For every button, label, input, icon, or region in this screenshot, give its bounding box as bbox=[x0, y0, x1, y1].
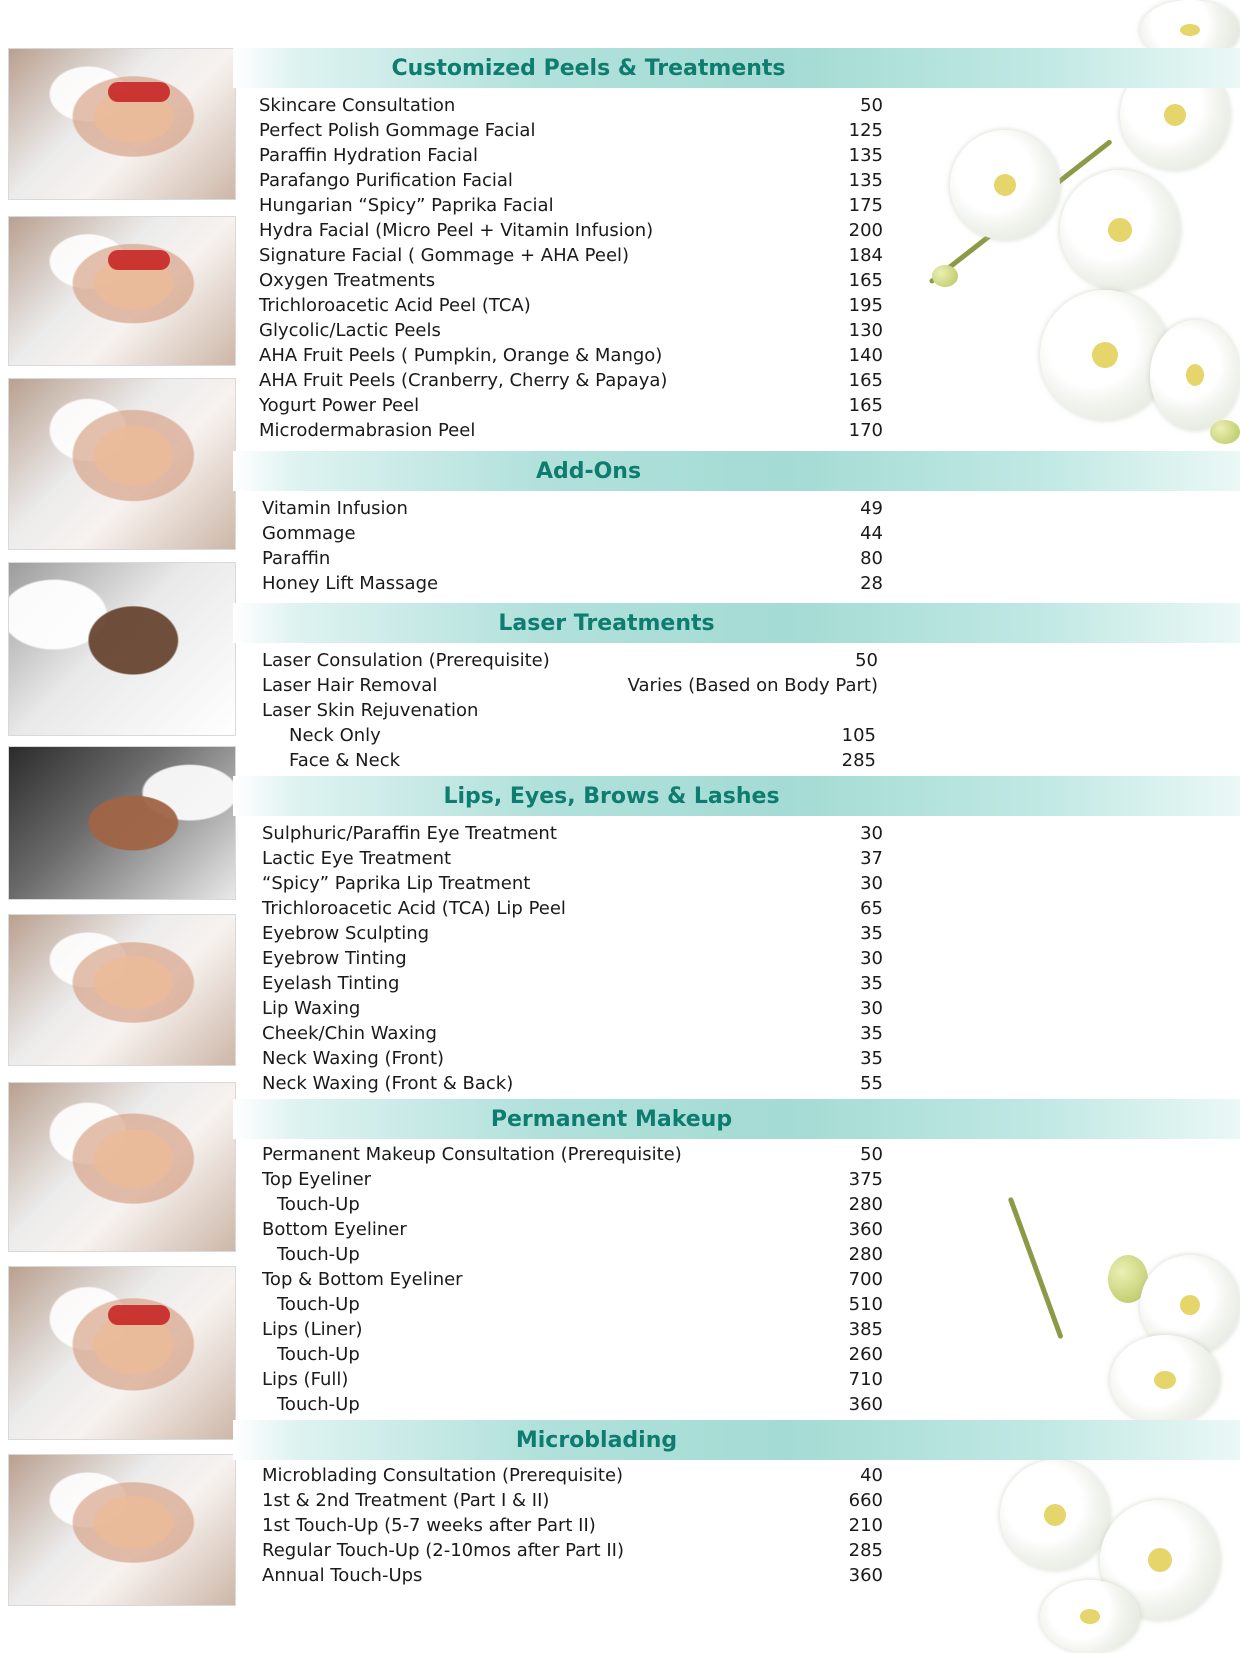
item-name: Glycolic/Lactic Peels bbox=[259, 320, 441, 341]
list-item bbox=[233, 1192, 883, 1217]
facial-treatment-photo bbox=[8, 914, 236, 1066]
item-price: 210 bbox=[848, 1515, 883, 1536]
section-title: Laser Treatments bbox=[498, 610, 715, 636]
item-name: Parafango Purification Facial bbox=[259, 170, 513, 191]
item-name: Touch-Up bbox=[277, 1244, 360, 1265]
list-item bbox=[233, 846, 883, 871]
item-price: 130 bbox=[848, 320, 883, 341]
item-price: 710 bbox=[848, 1369, 883, 1390]
list-item bbox=[233, 673, 878, 698]
item-price: 30 bbox=[860, 873, 883, 894]
item-price: 37 bbox=[860, 848, 883, 869]
item-price: 360 bbox=[848, 1394, 883, 1415]
item-name: Top Eyeliner bbox=[262, 1169, 372, 1190]
list-item bbox=[233, 896, 883, 921]
item-price: 184 bbox=[848, 245, 883, 266]
item-name: Microdermabrasion Peel bbox=[259, 420, 476, 441]
item-price: 375 bbox=[848, 1169, 883, 1190]
section-title: Permanent Makeup bbox=[490, 1106, 733, 1132]
item-name: Eyelash Tinting bbox=[262, 973, 400, 994]
item-name: Laser Consulation (Prerequisite) bbox=[262, 650, 550, 671]
list-item bbox=[233, 996, 883, 1021]
section-title: Microblading bbox=[515, 1427, 678, 1453]
item-name: Skincare Consultation bbox=[259, 95, 456, 116]
item-price: 35 bbox=[860, 1048, 883, 1069]
item-name: Eyebrow Sculpting bbox=[262, 923, 430, 944]
item-price: 65 bbox=[860, 898, 883, 919]
item-price: 44 bbox=[860, 523, 883, 544]
list-item bbox=[233, 418, 883, 443]
item-name: Lips (Liner) bbox=[262, 1319, 363, 1340]
item-name: Touch-Up bbox=[277, 1344, 360, 1365]
item-price: 40 bbox=[860, 1465, 883, 1486]
item-price: 280 bbox=[848, 1244, 883, 1265]
item-name: Hydra Facial (Micro Peel + Vitamin Infusion) bbox=[259, 220, 654, 241]
item-name: Face & Neck bbox=[289, 750, 401, 771]
list-item bbox=[233, 1513, 883, 1538]
list-item bbox=[233, 1267, 883, 1292]
item-name: Vitamin Infusion bbox=[262, 498, 408, 519]
item-name: AHA Fruit Peels ( Pumpkin, Orange & Mango) bbox=[259, 345, 663, 366]
list-item bbox=[233, 496, 883, 521]
facial-treatment-photo bbox=[8, 1454, 236, 1606]
item-name: Paraffin Hydration Facial bbox=[259, 145, 478, 166]
list-item bbox=[233, 393, 883, 418]
item-price: 195 bbox=[848, 295, 883, 316]
list-item bbox=[233, 723, 876, 748]
item-price: 170 bbox=[848, 420, 883, 441]
item-price: 50 bbox=[855, 650, 878, 671]
item-name: Neck Waxing (Front) bbox=[262, 1048, 445, 1069]
item-name: Honey Lift Massage bbox=[262, 573, 439, 594]
item-price: 165 bbox=[848, 370, 883, 391]
section-title: Add-Ons bbox=[535, 458, 642, 484]
list-item bbox=[233, 648, 878, 673]
list-item bbox=[233, 168, 883, 193]
section-header-microblading bbox=[233, 1420, 1240, 1460]
item-price: 30 bbox=[860, 948, 883, 969]
item-price: 80 bbox=[860, 548, 883, 569]
item-price: 28 bbox=[860, 573, 883, 594]
item-price: 55 bbox=[860, 1073, 883, 1094]
item-name: AHA Fruit Peels (Cranberry, Cherry & Papaya) bbox=[259, 370, 668, 391]
list-item bbox=[233, 1142, 883, 1167]
item-name: Touch-Up bbox=[277, 1294, 360, 1315]
item-price: 165 bbox=[848, 270, 883, 291]
item-price: 385 bbox=[848, 1319, 883, 1340]
section-title: Lips, Eyes, Brows & Lashes bbox=[443, 783, 780, 809]
facial-treatment-photo bbox=[8, 216, 236, 366]
list-item bbox=[233, 821, 883, 846]
item-price: 49 bbox=[860, 498, 883, 519]
item-price: 260 bbox=[848, 1344, 883, 1365]
item-name: Regular Touch-Up (2-10mos after Part II) bbox=[262, 1540, 624, 1561]
item-price: 135 bbox=[848, 145, 883, 166]
item-name: Touch-Up bbox=[277, 1394, 360, 1415]
item-price: 660 bbox=[848, 1490, 883, 1511]
item-price: 360 bbox=[848, 1565, 883, 1586]
list-item bbox=[233, 1217, 883, 1242]
item-price: 30 bbox=[860, 823, 883, 844]
item-price: 200 bbox=[848, 220, 883, 241]
section-header-permanent-makeup bbox=[233, 1099, 1240, 1139]
item-price: 700 bbox=[848, 1269, 883, 1290]
item-name: Neck Only bbox=[289, 725, 381, 746]
item-name: Top & Bottom Eyeliner bbox=[262, 1269, 463, 1290]
facial-treatment-photo bbox=[8, 378, 236, 550]
item-name: Hungarian “Spicy” Paprika Facial bbox=[259, 195, 554, 216]
item-name: Permanent Makeup Consultation (Prerequisite) bbox=[262, 1144, 682, 1165]
item-name: 1st Touch-Up (5-7 weeks after Part II) bbox=[262, 1515, 596, 1536]
section-header-laser-treatments bbox=[233, 603, 1240, 643]
item-name: 1st & 2nd Treatment (Part I & II) bbox=[262, 1490, 550, 1511]
list-item bbox=[233, 1167, 883, 1192]
list-item bbox=[233, 118, 883, 143]
facial-treatment-photo bbox=[8, 746, 236, 900]
list-item bbox=[233, 318, 883, 343]
item-name: Cheek/Chin Waxing bbox=[262, 1023, 437, 1044]
list-item bbox=[233, 1242, 883, 1267]
facial-treatment-photo bbox=[8, 1082, 236, 1252]
list-item bbox=[233, 218, 883, 243]
orchid-decoration-bottom-lower bbox=[980, 1460, 1240, 1653]
section-title: Customized Peels & Treatments bbox=[391, 55, 786, 81]
orchid-decoration-bottom-upper bbox=[940, 1185, 1240, 1425]
list-item bbox=[233, 93, 883, 118]
list-item bbox=[233, 971, 883, 996]
item-price: 140 bbox=[848, 345, 883, 366]
list-item bbox=[233, 1538, 883, 1563]
item-price: 360 bbox=[848, 1219, 883, 1240]
list-item bbox=[233, 1392, 883, 1417]
item-price: 50 bbox=[860, 95, 883, 116]
list-item bbox=[233, 546, 883, 571]
list-item bbox=[233, 698, 873, 723]
list-item bbox=[233, 368, 883, 393]
item-price: 280 bbox=[848, 1194, 883, 1215]
item-name: Sulphuric/Paraffin Eye Treatment bbox=[262, 823, 557, 844]
item-name: Gommage bbox=[262, 523, 356, 544]
list-item bbox=[233, 871, 883, 896]
list-item bbox=[233, 143, 883, 168]
list-item bbox=[233, 343, 883, 368]
item-name: Yogurt Power Peel bbox=[259, 395, 420, 416]
item-name: Eyebrow Tinting bbox=[262, 948, 407, 969]
facial-treatment-photo bbox=[8, 48, 236, 200]
item-name: Bottom Eyeliner bbox=[262, 1219, 407, 1240]
item-price: 35 bbox=[860, 973, 883, 994]
list-item bbox=[233, 521, 883, 546]
list-item bbox=[233, 748, 876, 773]
item-name: Paraffin bbox=[262, 548, 331, 569]
item-price: 125 bbox=[848, 120, 883, 141]
list-item bbox=[233, 243, 883, 268]
list-item bbox=[233, 1463, 883, 1488]
item-name: Laser Skin Rejuvenation bbox=[262, 700, 479, 721]
item-price: Varies (Based on Body Part) bbox=[627, 675, 878, 696]
section-header-add-ons bbox=[233, 451, 1240, 491]
list-item bbox=[233, 293, 883, 318]
item-name: Laser Hair Removal bbox=[262, 675, 438, 696]
item-price: 285 bbox=[848, 1540, 883, 1561]
item-name: Microblading Consultation (Prerequisite) bbox=[262, 1465, 624, 1486]
item-name: Lips (Full) bbox=[262, 1369, 349, 1390]
item-price: 105 bbox=[841, 725, 876, 746]
list-item bbox=[233, 1367, 883, 1392]
list-item bbox=[233, 1021, 883, 1046]
item-price: 35 bbox=[860, 923, 883, 944]
item-name: “Spicy” Paprika Lip Treatment bbox=[262, 873, 531, 894]
item-name: Neck Waxing (Front & Back) bbox=[262, 1073, 514, 1094]
item-name: Touch-Up bbox=[277, 1194, 360, 1215]
list-item bbox=[233, 1071, 883, 1096]
section-header-customized-peels bbox=[233, 48, 1240, 88]
item-price: 165 bbox=[848, 395, 883, 416]
facial-treatment-photo bbox=[8, 1266, 236, 1440]
item-price: 35 bbox=[860, 1023, 883, 1044]
item-name: Trichloroacetic Acid (TCA) Lip Peel bbox=[262, 898, 566, 919]
list-item bbox=[233, 946, 883, 971]
list-item bbox=[233, 1317, 883, 1342]
list-item bbox=[233, 193, 883, 218]
list-item bbox=[233, 1292, 883, 1317]
item-price: 30 bbox=[860, 998, 883, 1019]
item-name: Signature Facial ( Gommage + AHA Peel) bbox=[259, 245, 630, 266]
item-price: 510 bbox=[848, 1294, 883, 1315]
list-item bbox=[233, 1488, 883, 1513]
item-name: Oxygen Treatments bbox=[259, 270, 436, 291]
facial-treatment-photo bbox=[8, 562, 236, 736]
list-item bbox=[233, 1342, 883, 1367]
list-item bbox=[233, 1563, 883, 1588]
item-name: Lactic Eye Treatment bbox=[262, 848, 452, 869]
item-price: 135 bbox=[848, 170, 883, 191]
list-item bbox=[233, 268, 883, 293]
list-item bbox=[233, 571, 883, 596]
item-price: 175 bbox=[848, 195, 883, 216]
item-name: Annual Touch-Ups bbox=[262, 1565, 423, 1586]
item-name: Trichloroacetic Acid Peel (TCA) bbox=[259, 295, 531, 316]
item-price: 285 bbox=[841, 750, 876, 771]
item-name: Perfect Polish Gommage Facial bbox=[259, 120, 536, 141]
item-price: 50 bbox=[860, 1144, 883, 1165]
section-header-lips-eyes-brows bbox=[233, 776, 1240, 816]
list-item bbox=[233, 1046, 883, 1071]
item-name: Lip Waxing bbox=[262, 998, 361, 1019]
list-item bbox=[233, 921, 883, 946]
